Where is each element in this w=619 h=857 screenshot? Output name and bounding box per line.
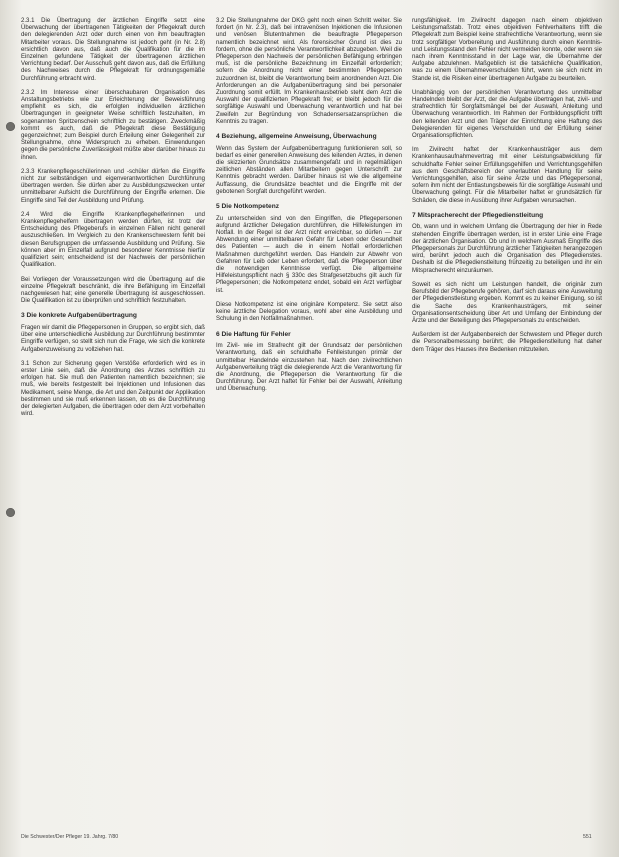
paragraph: Bei Vorliegen der Voraussetzungen wird die Übertragung auf die einzelne Pflegekraft beschränkt, die ihre Befähigung im Einzelfall nachgewiesen hat; eine generelle Übertragung ist ausgeschlossen. Die Qualifikation ist zu überprüfen und schriftlich festzuhalten. [21,276,205,305]
paragraph: Außerdem ist der Aufgabenbereich der Schwestern und Pfleger durch die Personalbemessung berührt; die Pflegedienstleitung hat daher dem Träger des Hauses ihre Bedenken mitzuteilen. [412,332,602,353]
paragraph: Im Zivilrecht haftet der Krankenhausträger aus dem Krankenhausaufnahmevertrag mit einer Leistungsabwicklung für schuldhafte Fehler seiner Erfüllungsgehilfen und Verrichtungsgehilfen aus dem Geschäftsbereich der unerlaubten Handlung für seine Verrichtungsgehilfen, also für seine Ärzte und das Pflegepersonal, sofern ihm nicht der Entlastungsbeweis für die sorgfältige Auswahl und Überwachung gelingt. Für die Mitarbeiter haftet er grundsätzlich für Schäden, die diese in Ausübung ihrer Aufgaben verursachen. [412,147,602,204]
paragraph: Unabhängig von der persönlichen Verantwortung des unmittelbar Handelnden bleibt der Arzt, der die Aufgabe übertragen hat, zivil- und strafrechtlich für Sorgfaltsmängel bei der Auswahl, Anleitung und Überwachung verantwortlich. Im Rahmen der Fortbildungspflicht trifft den leitenden Arzt und den Träger der Einrichtung eine Haftung des Delegierenden für eigenes Verschulden und der Erfüllung seiner Organisationspflichten. [412,89,602,140]
section-heading: 5 Die Notkompetenz [216,203,280,211]
page-number: 551 [583,834,592,840]
text-column-left [21,18,205,425]
paragraph: Diese Notkompetenz ist eine originäre Kompetenz. Sie setzt also keine ärztliche Delegation voraus, wohl aber eine Ausbildung und Schulung in den Notfallmaßnahmen. [216,301,402,323]
paragraph: Zu unterscheiden sind von den Eingriffen, die Pflegepersonen aufgrund ärztlicher Delegation durchführen, die Hilfeleistungen im Notfall. In der Regel ist der Arzt nicht erreichbar, so dürfen — zur Abwendung einer unmittelbaren Gefahr für Leben oder Gesundheit des Patienten — auch die in einem Notfall erforderlichen Maßnahmen durchgeführt werden. Das Handeln zur Abwehr von Gefahren für Leib oder Leben erfordert, daß die Pflegeperson über die notwendigen Kenntnisse verfügt. Die allgemeine Hilfeleistungspflicht nach § 330c des Strafgesetzbuchs gilt auch für Pflegepersonen; die Notkompetenz endet, sobald ein Arzt verfügbar ist. [216,215,402,294]
paragraph: Wenn das System der Aufgabenübertragung funktionieren soll, so bedarf es einer generellen Anweisung des leitenden Arztes, in denen die skizzierten Grundsätze zusammengefaßt und in regelmäßigen zeitlichen Abständen allen Mitarbeitern gegen Unterschrift zur Kenntnis gebracht werden. Darüber hinaus ist wie die allgemeine Auffassung, die Grundsätze beachtet und die Eingriffe mit der gebotenen Sorgfalt durchgeführt werden. [216,145,402,195]
paragraph: Im Zivil- wie im Strafrecht gilt der Grundsatz der persönlichen Verantwortung, daß ein schuldhafte Fehlleistungen primär der unmittelbar Handelnde einzustehen hat. Nach den zivilrechtlichen Aufgabenverteilung trägt die delegierende Arzt die Verantwortung für die Anordnung, die Pflegeperson die Verantwortung für die Durchführung. Der Arzt haftet für Fehler bei der Auswahl, Anleitung und Überwachung. [216,343,402,393]
punch-hole [6,508,15,517]
paragraph: 3.2 Die Stellungnahme der DKG geht noch einen Schritt weiter. Sie fordert (in Nr. 2.3), daß bei intravenösen Injektionen die Infusionen und venösen Blutentnahmen die beauftragte Pflegeperson namentlich bezeichnet wird. Als forensischer Grund ist dies zu fordern, ohne die persönliche Verantwortlichkeit abzugeben. Weil die Pflegeperson den Nachweis der persönlichen Befähigung erbringen muß, ist die persönliche Bezeichnung im Einzelfall erforderlich; sofern die Anordnung nicht einer bestimmten Pflegeperson zuzuordnen ist, bleibt die Verantwortung beim anordnenden Arzt. Die Anforderungen an die Aufgabenübertragung sind bei personaler Zuordnung somit erfüllt. Im Krankenhausbetrieb steht dem Arzt die Auswahl der qualifizierten Pflegekraft frei; er bleibt jedoch für die sorgfältige Auswahl und Überwachung verantwortlich und hat bei Zweifeln zur Begründung von Schadensersatzansprüchen die Kenntnis zu tragen. [216,18,402,125]
paragraph: 2.3.1 Die Übertragung der ärztlichen Eingriffe setzt eine Überwachung der übertragenen Tätigkeiten der Pflegekraft durch den delegierenden Arzt oder durch einen von ihm beauftragten Mitarbeiter voraus. Die Stellungnahme ist jedoch geht (in Nr. 2.8) ersichtlich davon aus, daß auch die Qualifikation für die im Einzelnen gefundene Tätigkeit der übertragenen ärztlichen Verrichtung bedarf. Der Ausschuß geht davon aus, daß die Erfüllung des Nachweises durch die Pflegekraft für ordnungsgemäße Durchführung erbracht wird. [21,18,205,82]
section-heading: 6 Die Haftung für Fehler [216,330,291,338]
footer-journal: Die Schwester/Der Pfleger 19. Jahrg. 7/80 [21,834,119,840]
paragraph: Fragen wir damit die Pflegepersonen in Gruppen, so ergibt sich, daß über eine unterschiedliche Ausbildung zur Durchführung bestimmter Eingriffe verfügen, so stellt sich nun die Frage, wie sich die konkrete Aufgabenzuweisung zu vollziehen hat. [21,324,205,353]
paragraph: Soweit es sich nicht um Leistungen handelt, die originär zum Berufsbild der Pflegeberufe gehören, darf sich daraus eine Ausweitung der Pflegedienstleistung ergeben. Kommt es zu keiner Einigung, so ist die Sache des Krankenhausträgers, mit seiner Organisationsentscheidung über Art und Umfang der Einbindung der Ärzte und der Beteiligung des Pflegepersonals zu entscheiden. [412,281,602,324]
paragraph: 3.1 Schon zur Sicherung gegen Verstöße erforderlich wird es in erster Linie sein, daß die Anordnung des Arztes schriftlich zu erfolgen hat. Sie muß den Patienten namentlich bezeichnen; sie muß, wie bereits festgestellt bei Injektionen und Infusionen das Medikament, seine Menge, die Art und den Zeitpunkt der Applikation bestimmen und sie muß erkennen lassen, ob es die Durchführung der delegierten Aufgaben, die übertragen oder dem Arzt vorbehalten wird. [21,360,205,418]
punch-hole [6,122,15,131]
section-heading: 7 Mitspracherecht der Pflegedienstleitung [412,211,544,219]
paragraph: 2.4 Wird die Eingriffe Krankenpflegehelferinnen und Krankenpflegehelfern übertragen werden dürfen, ist trotz der Entscheidung des Pflegeberufs in einzelnen Fällen nicht generell auszuschließen. Im Vergleich zu den Krankenschwestern fehlt bei diesen Berufsgruppen die umfassende Ausbildung und Prüfung. Sie können aber im Einzelfall aufgrund besonderer Kenntnisse hierfür qualifiziert sein; entscheidend ist der Nachweis der persönlichen Qualifikation. [21,211,205,269]
section-heading: 3 Die konkrete Aufgabenübertragung [21,312,137,320]
paragraph: Ob, wann und in welchem Umfang die Übertragung der hier in Rede stehenden Eingriffe übertragen werden, ist in erster Linie eine Frage der ärztlichen Organisation. Ob und in welchem Ausmaß Eingriffe des Pflegepersonals zur Durchführung ärztlicher Tätigkeiten herangezogen wird, berührt jedoch auch die Organisation des Pflegedienstes. Deshalb ist die Pflegedienstleitung frühzeitig zu beteiligen und ihr ein Mitspracherecht einzuräumen. [412,224,602,274]
paragraph: 2.3.2 Im Interesse einer überschaubaren Organisation des Anstaltungsbetriebs wie zur Erleichterung der Beweisführung empfiehlt es sich, die erfolgten individuellen ärztlichen Übertragungen in geeigneter Weise schriftlich festzuhalten, im sogenannten Spritzenschein schriftlich zu bestätigen. Zweckmäßig kommt es auch, daß die Pflegekraft diese Bestätigung gegenzeichnet; zum Beispiel durch Erteilung einer Gelegenheit zur Stellungnahme, ohne Widerspruch zu erheben. Einwendungen gegen die persönliche Zuverlässigkeit müßte aber darüber hinaus zu ihnen. [21,89,205,161]
text-column-right [412,18,602,361]
paragraph: 2.3.3 Krankenpflegeschülerinnen und -schüler dürfen die Eingriffe nicht zur selbständigen und eigenverantwortlichen Durchführung übertragen werden. Sie dürfen aber zu Ausbildungszwecken unter unmittelbarer Aufsicht die Durchführung der Eingriffe erlernen. Die Eingriffe sind Teil der Ausbildung und Prüfung. [21,168,205,204]
section-heading: 4 Beziehung, allgemeine Anweisung, Überwachung [216,133,377,141]
text-column-middle [216,18,402,401]
paragraph: rungsfähigkeit. Im Zivilrecht dagegen nach einem objektiven Leistungsmaßstab. Trotz eines objektiven Fehlverhaltens trifft die Pflegekraft zum Beispiel keine strafrechtliche Verantwortung, wenn sie trotz sorgfältiger Vorbereitung und Ausführung durch einen Kenntnis- und Leistungsstand den Fehler nicht vermeiden konnte, oder wenn sie nach ihrem Kenntnisstand in der Lage war, die Übernahme der Aufgabe abzulehnen. Maßgeblich ist die tatsächliche Qualifikation, was zu einem Übernahmeverschulden führt, wenn sie sich nicht im Stande ist, die Risiken einer übertragenen Aufgabe zu beurteilen. [412,18,602,82]
